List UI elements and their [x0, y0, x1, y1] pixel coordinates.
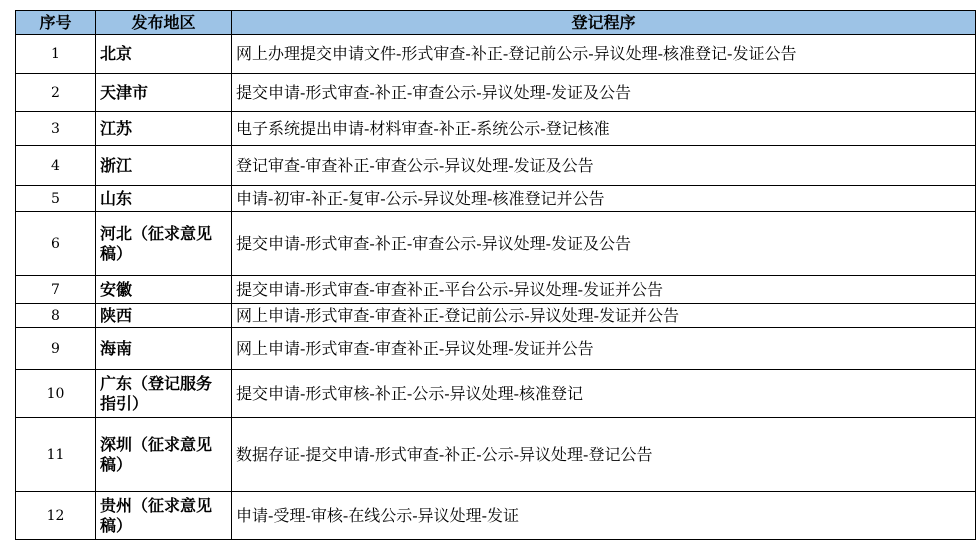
row-procedure: 提交申请-形式审查-补正-审查公示-异议处理-发证及公告 [232, 212, 976, 276]
table-row [16, 328, 976, 370]
row-number: 5 [16, 186, 96, 212]
table-row [16, 186, 976, 212]
row-number: 7 [16, 276, 96, 304]
row-procedure: 网上申请-形式审查-审查补正-登记前公示-异议处理-发证并公告 [232, 304, 976, 328]
row-region: 深圳（征求意见稿） [96, 418, 232, 492]
row-region: 山东 [96, 186, 232, 212]
table-row [16, 212, 976, 276]
row-region: 海南 [96, 328, 232, 370]
row-number: 3 [16, 112, 96, 146]
row-region: 贵州（征求意见稿） [96, 492, 232, 540]
row-region: 陕西 [96, 304, 232, 328]
row-number: 2 [16, 74, 96, 112]
row-number: 8 [16, 304, 96, 328]
row-procedure: 提交申请-形式审查-补正-审查公示-异议处理-发证及公告 [232, 74, 976, 112]
header-no: 序号 [16, 11, 96, 35]
table-row [16, 492, 976, 540]
row-number: 10 [16, 370, 96, 418]
row-procedure: 提交申请-形式审查-审查补正-平台公示-异议处理-发证并公告 [232, 276, 976, 304]
row-region: 江苏 [96, 112, 232, 146]
header-region: 发布地区 [96, 11, 232, 35]
table-row [16, 304, 976, 328]
row-number: 9 [16, 328, 96, 370]
table-row [16, 74, 976, 112]
row-procedure: 数据存证-提交申请-形式审查-补正-公示-异议处理-登记公告 [232, 418, 976, 492]
row-region: 安徽 [96, 276, 232, 304]
header-row [16, 11, 976, 35]
row-region: 浙江 [96, 146, 232, 186]
row-procedure: 提交申请-形式审核-补正-公示-异议处理-核准登记 [232, 370, 976, 418]
row-number: 4 [16, 146, 96, 186]
row-procedure: 电子系统提出申请-材料审查-补正-系统公示-登记核准 [232, 112, 976, 146]
row-procedure: 申请-受理-审核-在线公示-异议处理-发证 [232, 492, 976, 540]
registration-procedures-table [15, 10, 976, 540]
row-region: 北京 [96, 35, 232, 74]
row-number: 11 [16, 418, 96, 492]
row-region: 天津市 [96, 74, 232, 112]
row-procedure: 登记审查-审查补正-审查公示-异议处理-发证及公告 [232, 146, 976, 186]
table-row [16, 35, 976, 74]
table-row [16, 370, 976, 418]
row-procedure: 网上办理提交申请文件-形式审查-补正-登记前公示-异议处理-核准登记-发证公告 [232, 35, 976, 74]
row-number: 12 [16, 492, 96, 540]
row-procedure: 网上申请-形式审查-审查补正-异议处理-发证并公告 [232, 328, 976, 370]
row-region: 广东（登记服务指引） [96, 370, 232, 418]
table-row [16, 276, 976, 304]
row-number: 6 [16, 212, 96, 276]
row-region: 河北（征求意见稿） [96, 212, 232, 276]
header-procedure: 登记程序 [232, 11, 976, 35]
table-row [16, 418, 976, 492]
row-procedure: 申请-初审-补正-复审-公示-异议处理-核准登记并公告 [232, 186, 976, 212]
table-row [16, 112, 976, 146]
row-number: 1 [16, 35, 96, 74]
table-row [16, 146, 976, 186]
